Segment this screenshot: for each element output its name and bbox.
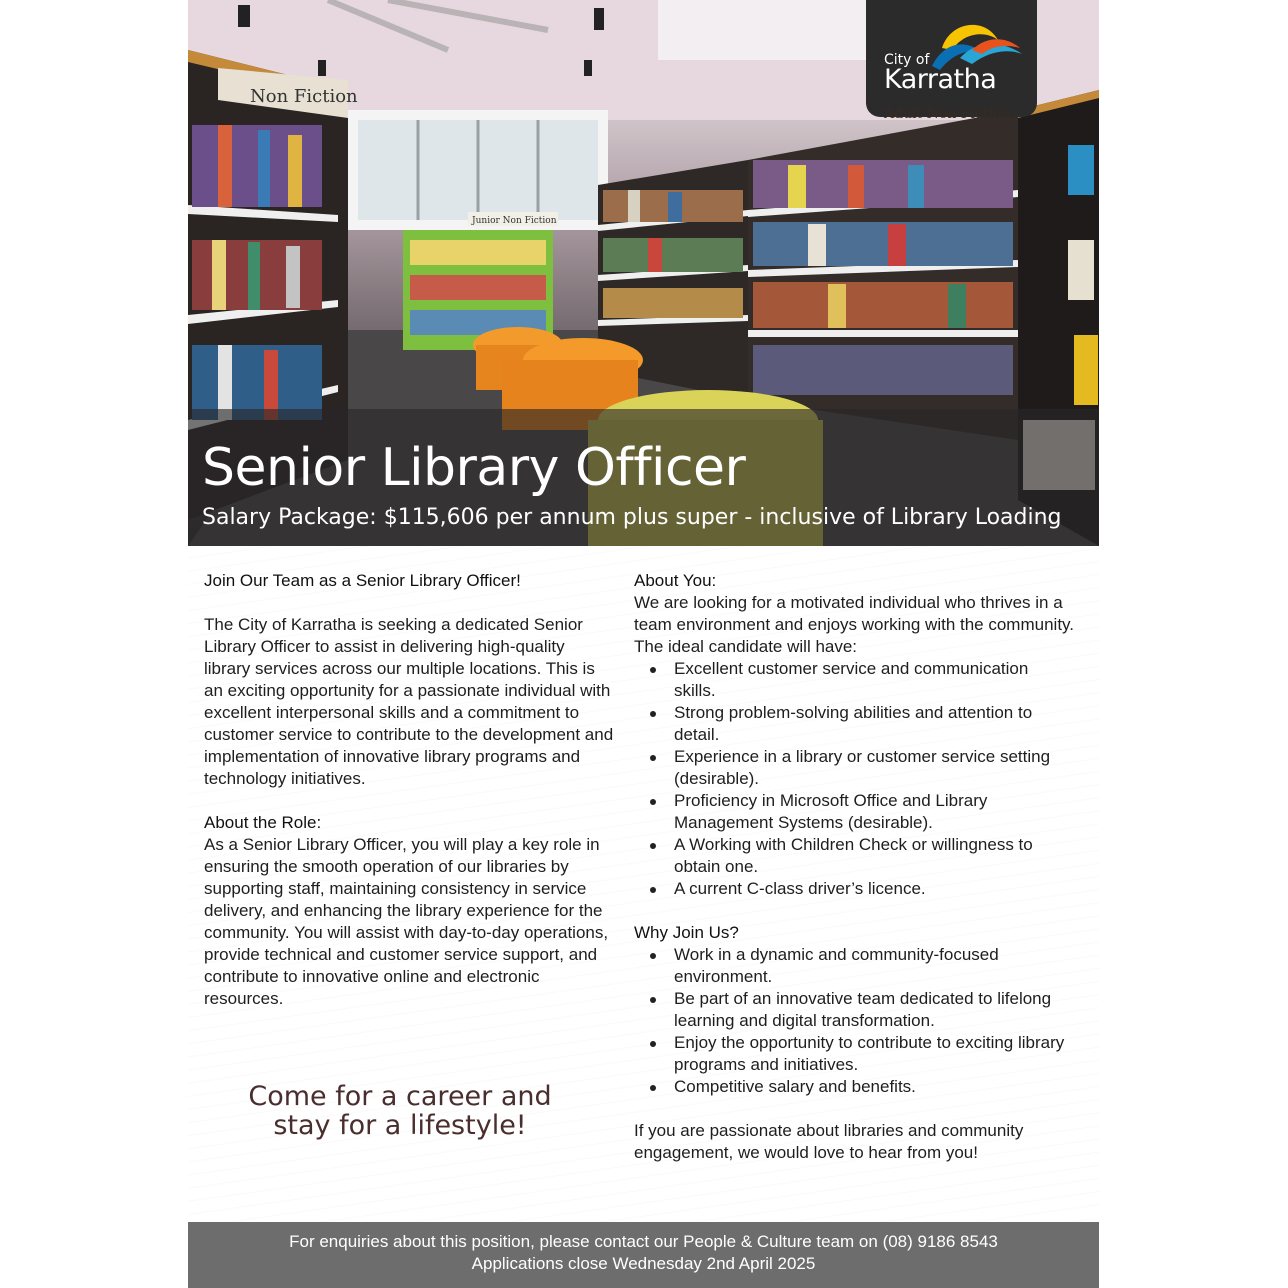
tagline-line-2: stay for a lifestyle!: [273, 1110, 527, 1141]
list-item: Be part of an innovative team dedicated to lifelong learning and digital transformation.: [674, 988, 1074, 1032]
intro-paragraph: The City of Karratha is seeking a dedicated Senior Library Officer to assist in delivering high-quality library services across our multiple locations. This is an exciting opportunity for a passionate individual with excellent interpersonal skills and a commitment to customer service to contribute to the development and implementation of innovative library programs and technology initiatives.: [204, 615, 614, 788]
sign-non-fiction: Non Fiction: [250, 86, 358, 107]
adult-non-fiction-sign: [878, 100, 1028, 124]
requirements-list: [634, 658, 1074, 900]
sign-junior-non-fiction: Junior Non Fiction: [472, 216, 557, 226]
benefits-list: [634, 944, 1074, 1098]
list-item: A current C-class driver’s licence.: [674, 878, 1074, 900]
list-item: Proficiency in Microsoft Office and Library Management Systems (desirable).: [674, 790, 1074, 834]
list-item: A Working with Children Check or willingness to obtain one.: [674, 834, 1074, 878]
about-role-paragraph: As a Senior Library Officer, you will play a key role in ensuring the smooth operation of our libraries by supporting staff, maintaining consistency in service delivery, and enhancing the library experience for the community. You will assist with day-to-day operations, provide technical and customer service support, and contribute to innovative online and electronic resources.: [204, 835, 609, 1008]
why-join-heading: Why Join Us?: [634, 923, 739, 942]
hero-banner: [188, 0, 1099, 546]
list-item: Excellent customer service and communication skills.: [674, 658, 1074, 702]
tagline-line-1: Come for a career and: [248, 1081, 552, 1112]
sign-adult-non-fiction: Adult Non Fiction: [884, 106, 1011, 122]
about-you-paragraph: We are looking for a motivated individual who thrives in a team environment and enjoys working with the community. The ideal candidate will have:: [634, 593, 1074, 656]
list-item: Competitive salary and benefits.: [674, 1076, 1074, 1098]
job-advert-page: [188, 0, 1099, 1288]
list-item: Experience in a library or customer service setting (desirable).: [674, 746, 1074, 790]
intro-heading: Join Our Team as a Senior Library Officer!: [204, 571, 521, 590]
logo-text-karratha: Karratha: [884, 64, 997, 95]
enquiries-text: For enquiries about this position, please contact our People & Culture team on (08) 9186 8543: [289, 1232, 998, 1251]
list-item: Strong problem-solving abilities and attention to detail.: [674, 702, 1074, 746]
left-column: [204, 570, 614, 1010]
footer: [188, 1222, 1099, 1288]
about-role-heading: About the Role:: [204, 813, 322, 832]
tagline: [188, 1082, 612, 1140]
closing-date-text: Applications close Wednesday 2nd April 2025: [471, 1254, 816, 1273]
about-you-heading: About You:: [634, 571, 717, 590]
closing-paragraph: If you are passionate about libraries and community engagement, we would love to hear from you!: [634, 1121, 1024, 1162]
list-item: Enjoy the opportunity to contribute to exciting library programs and initiatives.: [674, 1032, 1074, 1076]
list-item: Work in a dynamic and community-focused environment.: [674, 944, 1074, 988]
right-column: [634, 570, 1074, 1164]
salary-package: Salary Package: $115,606 per annum plus super - inclusive of Library Loading: [202, 505, 1062, 530]
logo-text-city-of: City of: [884, 52, 930, 68]
job-title: Senior Library Officer: [202, 438, 746, 498]
